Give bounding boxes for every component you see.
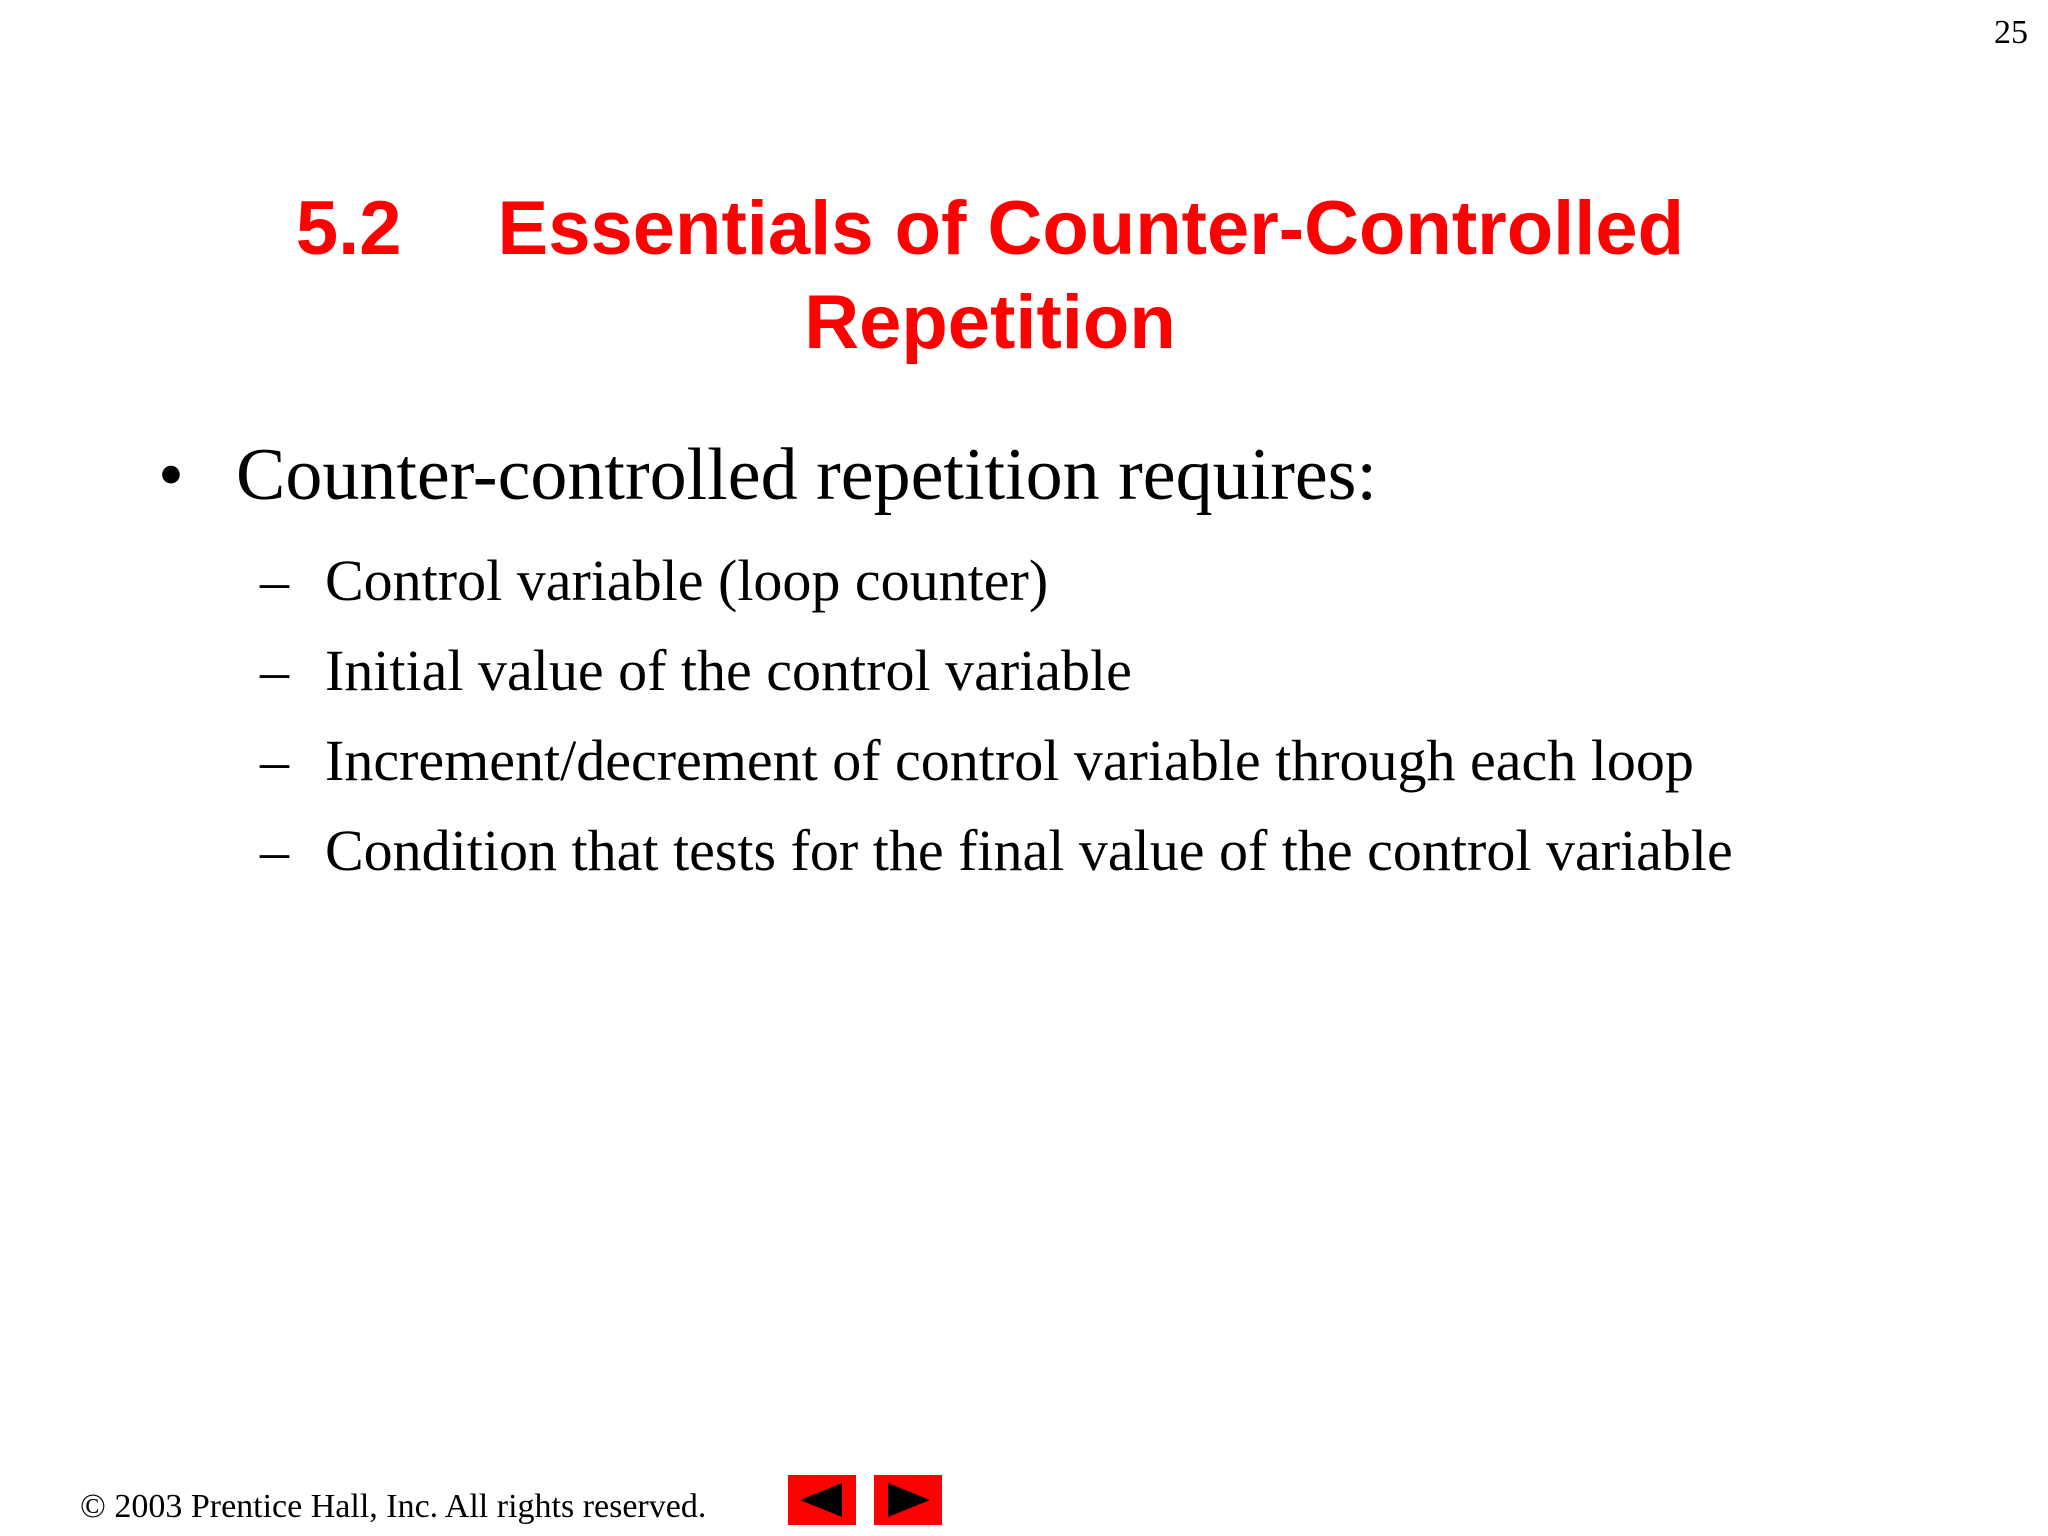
title-text-line-1: Essentials of Counter-Controlled	[497, 186, 1685, 271]
sub-bullet-item	[260, 536, 1733, 626]
slide-number: 25	[1994, 14, 2028, 51]
sub-bullet-text: Condition that tests for the final value of the control variable	[325, 818, 1733, 883]
dash-glyph: –	[260, 638, 289, 703]
sub-bullet-item	[260, 626, 1733, 716]
sub-bullet-item	[260, 806, 1733, 896]
dash-glyph: –	[260, 728, 289, 793]
sub-bullet-text: Initial value of the control variable	[325, 638, 1132, 703]
sub-bullet-list	[260, 536, 1733, 896]
triangle-left-icon	[788, 1475, 856, 1525]
sub-bullet-item	[260, 716, 1733, 806]
slide-title	[0, 182, 1980, 370]
next-slide-button[interactable]	[874, 1475, 942, 1525]
dash-glyph: –	[260, 818, 289, 883]
bullet-glyph: •	[158, 434, 184, 516]
sub-bullet-text: Control variable (loop counter)	[325, 548, 1049, 613]
sub-bullet-text: Increment/decrement of control variable through each loop	[325, 728, 1694, 793]
main-bullet	[158, 430, 1377, 520]
main-bullet-text: Counter-controlled repetition requires:	[236, 434, 1378, 516]
copyright-notice: © 2003 Prentice Hall, Inc. All rights reserved.	[80, 1488, 707, 1525]
title-line-1	[0, 182, 1980, 276]
title-text-line-2: Repetition	[804, 280, 1176, 365]
dash-glyph: –	[260, 548, 289, 613]
triangle-right-icon	[874, 1475, 942, 1525]
title-section-number: 5.2	[295, 186, 402, 271]
previous-slide-button[interactable]	[788, 1475, 856, 1525]
